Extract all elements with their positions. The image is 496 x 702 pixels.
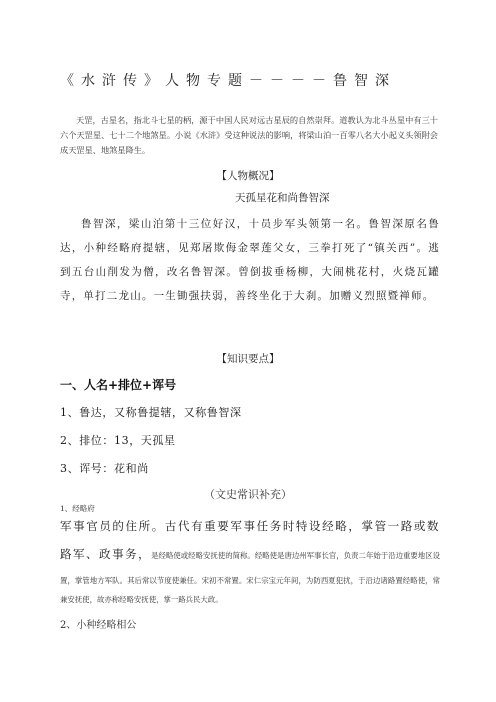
page-title: 《水浒传》人物专题－－－－鲁智深: [60, 73, 396, 89]
overview-paragraph: 鲁智深，梁山泊第十三位好汉，十员步军头领第一名。鲁智深原名鲁达，小种经略府提辖，见郑屠欺侮金翠莲父女，三拳打死了“镇关西”。逃到五台山削发为僧，改名鲁智深。曾倒拔垂杨柳，大闹桃花村，火烧瓦罐寺，单打二龙山。一生锄强扶弱，善终坐化于大刹。加赠义烈照暨禅师。: [60, 218, 440, 302]
definition-detail: 是经略使或经略安抚使的简称。经略使是唐边州军事长官，负责二年始于沿边重要地区设置，掌管地方军队。其后常以节度使兼任。宋初不常置。宋仁宗宝元年间，为防西夏犯扰，于沿边诸路置经略使，常兼安抚使，故亦称经略安抚使，掌一路兵民大政。: [60, 551, 440, 604]
overview-subtitle: 天孤星花和尚鲁智深: [235, 192, 330, 204]
item-label: 2、小种经略相公: [60, 620, 137, 631]
intro-paragraph: 天罡，古星名，指北斗七星的柄，源于中国人民对远古星辰的自然崇拜。道教认为北斗丛星中有三十六个天罡星、七十二个地煞星。小说《水浒》受这种说法的影响，将梁山泊一百零八名大小起义头领附会成天罡星、地煞星降生。: [60, 115, 438, 155]
item-label: 1、经略府: [60, 504, 95, 513]
point-item: 3、诨号：花和尚: [60, 462, 149, 475]
knowledge-heading: 【知识要点】: [216, 353, 280, 365]
overview-heading: 【人物概况】: [216, 170, 280, 182]
definition-lead: 军事官员的住所。古代有重要军事任务时特设经略，掌管一路或数路军、政事务，: [60, 519, 440, 561]
section-one-heading: 一、人名+排位+诨号: [60, 378, 177, 392]
point-item: 2、排位：13，天孤星: [60, 434, 176, 447]
supplement-heading: （文史常识补充）: [204, 488, 292, 501]
point-item: 1、鲁达，又称鲁提辖，又称鲁智深: [60, 406, 242, 419]
item-definition: [60, 512, 440, 606]
